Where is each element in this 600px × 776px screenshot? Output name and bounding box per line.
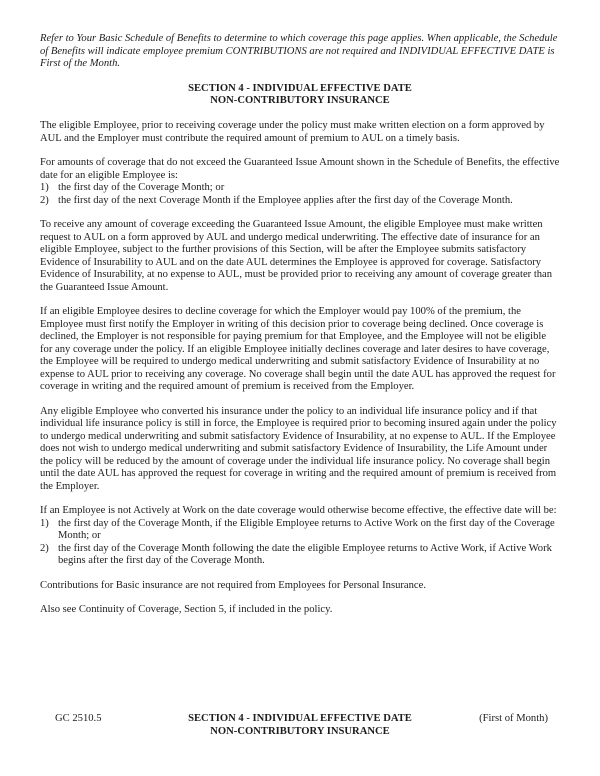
list-item-number: 1) xyxy=(40,182,49,194)
footer-section-title-line1: SECTION 4 - INDIVIDUAL EFFECTIVE DATE xyxy=(188,713,412,724)
paragraph-converted-policy: Any eligible Employee who converted his insurance under the policy to an individual life insurance policy and if that individual life insurance policy is still in force, the Employee is required prior to becoming insured again under the policy to undergo medical underwriting and submit satisfactory Evidence of Insurability, at no expense to AUL. If the Employee does not wish to undergo medical underwriting and submit satisfactory Evidence of Insurability, the Life Amount under the policy will be reduced by the amount of coverage under the individual life insurance policy. No coverage shall begin until the date AUL has approved the request for coverage in writing and the required amount of premium is received from the Employer. xyxy=(40,405,557,492)
list-item xyxy=(40,195,560,208)
paragraph-decline-coverage: If an eligible Employee desires to decline coverage for which the Employer would pay 100% of the premium, the Employee must first notify the Employer in writing of this decision prior to coverage being declined. Once coverage is declined, the Employer is not responsible for paying premium for that Employee, and the Employee will not be eligible for any coverage under the policy. If an eligible Employee initially declines coverage and later desires to have coverage, the Employee will be required to undergo medical underwriting and submit satisfactory Evidence of Insurability at no expense to AUL prior to receiving any coverage. No coverage shall begin until the date AUL has approved the request for coverage in writing and the required amount of premium is received from the Employer. xyxy=(40,306,556,393)
section-heading-line1: SECTION 4 - INDIVIDUAL EFFECTIVE DATE xyxy=(188,82,412,94)
document-body xyxy=(40,33,560,629)
guaranteed-issue-list xyxy=(40,182,560,207)
paragraph-continuity: Also see Continuity of Coverage, Section 5, if included in the policy. xyxy=(40,604,333,616)
page-footer xyxy=(0,713,600,743)
list-item-text: the first day of the Coverage Month following the date the eligible Employee returns to Active Work, if Active Work begins after the first day of the Coverage Month. xyxy=(58,542,552,567)
footer-right-note: (First of Month) xyxy=(479,713,548,724)
intro-note: Refer to Your Basic Schedule of Benefits to determine to which coverage this page applies. When applicable, the Schedule of Benefits will indicate employee premium CONTRIBUTIONS are not required and INDIVIDUAL EFFECTIVE DATE is First of the Month. xyxy=(40,33,558,69)
list-item-number: 1) xyxy=(40,517,49,529)
list-item xyxy=(40,518,560,543)
list-item xyxy=(40,182,560,195)
paragraph-actively-at-work-intro: If an Employee is not Actively at Work on the date coverage would otherwise become effective, the effective date will be: xyxy=(40,505,557,517)
list-item-number: 2) xyxy=(40,194,49,206)
paragraph-guaranteed-issue-intro: For amounts of coverage that do not exceed the Guaranteed Issue Amount shown in the Schedule of Benefits, the effective date for an eligible Employee is: xyxy=(40,157,560,181)
paragraph-written-election: The eligible Employee, prior to receiving coverage under the policy must make written election on a form approved by AUL and the Employer must contribute the required amount of premium to AUL on a timely basis. xyxy=(40,120,545,144)
list-item-text: the first day of the Coverage Month, if the Eligible Employee returns to Active Work on the first day of the Coverage Month; or xyxy=(58,517,555,542)
paragraph-exceeding-guaranteed-issue: To receive any amount of coverage exceeding the Guaranteed Issue Amount, the eligible Employee must make written request to AUL on a form approved by AUL and undergo medical underwriting. The effective date of insurance for an eligible Employee, subject to the further provisions of this Section, will be after the Employee submits satisfactory Evidence of Insurability to AUL and on the date AUL determines the Employee is approved for coverage. Satisfactory Evidence of Insurability, at no expense to AUL, must be provided prior to receiving any amount of coverage greater than the Guaranteed Issue Amount. xyxy=(40,219,553,293)
footer-form-number: GC 2510.5 xyxy=(55,713,102,724)
section-heading-line2: NON-CONTRIBUTORY INSURANCE xyxy=(210,95,390,107)
list-item-number: 2) xyxy=(40,542,49,554)
list-item-text: the first day of the Coverage Month; or xyxy=(58,182,225,194)
list-item xyxy=(40,543,560,568)
actively-at-work-list xyxy=(40,518,560,568)
footer-section-title-line2: NON-CONTRIBUTORY INSURANCE xyxy=(210,725,390,737)
section-heading xyxy=(40,83,560,109)
list-item-text: the first day of the next Coverage Month if the Employee applies after the first day of the Coverage Month. xyxy=(58,194,513,206)
paragraph-contributions: Contributions for Basic insurance are not required from Employees for Personal Insurance. xyxy=(40,579,426,591)
